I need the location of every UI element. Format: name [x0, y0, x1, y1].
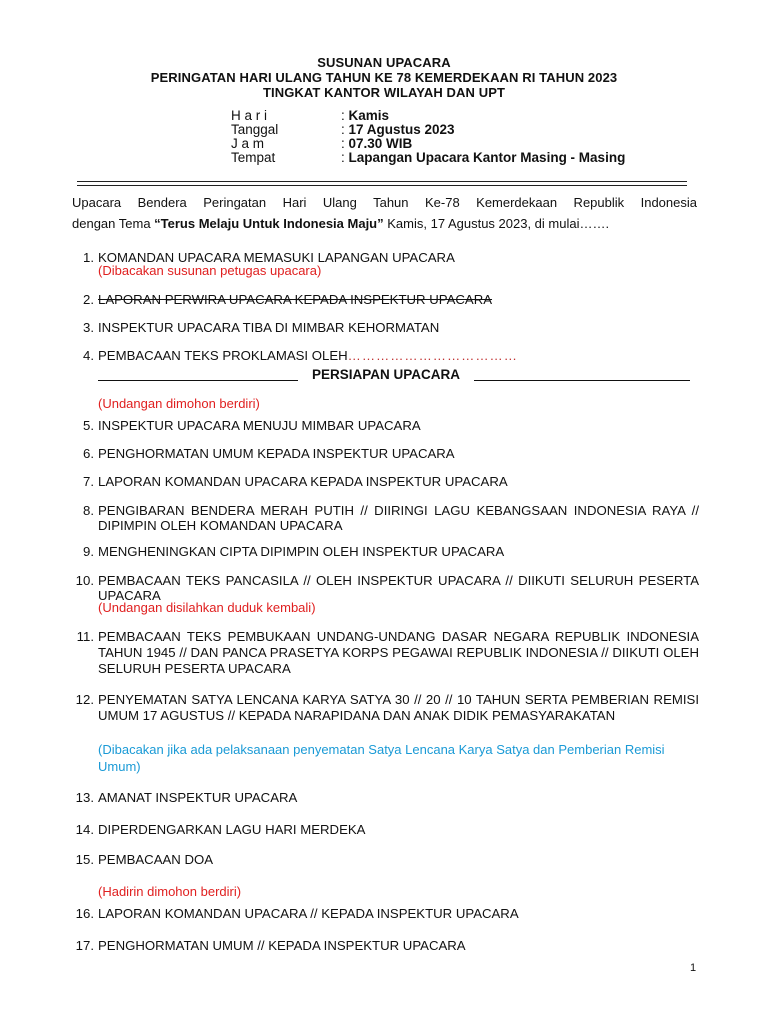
info-label: J a m — [231, 136, 265, 151]
info-value: : 07.30 WIB — [341, 136, 413, 151]
document-subtitle: PERINGATAN HARI ULANG TAHUN KE 78 KEMERDEKAAN RI TAHUN 2023 — [150, 70, 618, 85]
page-number: 1 — [690, 962, 697, 974]
double-rule-top — [77, 181, 687, 182]
section-line-left — [98, 380, 298, 381]
double-rule-bottom — [77, 185, 687, 186]
note-red: (Hadirin dimohon berdiri) — [98, 884, 242, 899]
intro-paragraph-line2: dengan Tema “Terus Melaju Untuk Indonesia Maju” Kamis, 17 Agustus 2023, di mulai……. — [72, 216, 610, 231]
document-title: SUSUNAN UPACARA — [317, 55, 451, 70]
info-label: H a r i — [231, 108, 268, 123]
section-line-right — [474, 380, 690, 381]
document-subtitle-level: TINGKAT KANTOR WILAYAH DAN UPT — [262, 85, 506, 100]
theme-text: “Terus Melaju Untuk Indonesia Maju” — [154, 216, 384, 231]
info-value: : Kamis — [341, 108, 390, 123]
dotted-fill: ……………………………… — [347, 348, 518, 363]
note-red: (Undangan disilahkan duduk kembali) — [98, 600, 316, 615]
document-page: SUSUNAN UPACARA PERINGATAN HARI ULANG TAHUN KE 78 KEMERDEKAAN RI TAHUN 2023 TINGKAT KANTOR WILAYAH DAN UPT H a r i : Kamis Tanggal : 17 Agustus 2023 J a m : 07.30 WIB Tempat : Lapangan Upacara Kantor Masing - Masing Upacara Bendera Peringatan Hari Ulang Tahun Ke-78 Kemerdekaan Republik Indonesia dengan Tema “Terus Melaju Untuk Indonesia Maju” Kamis, 17 Agustus 2023, di mulai……. 1. KOMANDAN UPACARA MEMASUKI LAPANGAN UPACARA (Dibacakan susunan petugas upacara) 2. LAPORAN PERWIRA UPACARA KEPADA INSPEKTUR UPACARA 3. INSPEKTUR UPACARA TIBA DI MIMBAR KEHORMATAN 4. PEMBACAAN TEKS PROKLAMASI OLEH……………………………… PERSIAPAN UPACARA (Undangan dimohon berdiri) 5. INSPEKTUR UPACARA MENUJU MIMBAR UPACARA 6. PENGHORMATAN UMUM KEPADA INSPEKTUR UPACARA 7. LAPORAN KOMANDAN UPACARA KEPADA INSPEKTUR UPACARA 8. PENGIBARAN BENDERA MERAH PUTIH // DIIRINGI LAGU KEBANGSAAN INDONESIA RAYA // DIPIMPIN OLEH KOMANDAN UPACARA 9. MENGHENINGKAN CIPTA DIPIMPIN OLEH INSPEKTUR UPACARA 10. PEMBACAAN TEKS PANCASILA // OLEH INSPEKTUR UPACARA // DIIKUTI SELURUH PESERTA UPACARA (Undangan disilahkan duduk kembali) 11. PEMBACAAN TEKS PEMBUKAAN UNDANG-UNDANG DASAR NEGARA REPUBLIK INDONESIA TAHUN 1945 // DAN PANCA PRASETYA KORPS PEGAWAI REPUBLIK INDONESIA // DIIKUTI OLEH SELURUH PESERTA UPACARA 12. PENYEMATAN SATYA LENCANA KARYA SATYA 30 // 20 // 10 TAHUN SERTA PEMBERIAN REMISI UMUM 17 AGUSTUS // KEPADA NARAPIDANA DAN ANAK DIDIK PEMASYARAKATAN (Dibacakan jika ada pelaksanaan penyematan Satya Lencana Karya Satya dan Pemberian Remisi Umum) 13. AMANAT INSPEKTUR UPACARA 14. DIPERDENGARKAN LAGU HARI MERDEKA 15. PEMBACAAN DOA (Hadirin dimohon berdiri) 16. LAPORAN KOMANDAN UPACARA // KEPADA INSPEKTUR UPACARA 17. PENGHORMATAN UMUM // KEPADA INSPEKTUR UPACARA 1 — [0, 0, 768, 1024]
note-red: (Dibacakan susunan petugas upacara) — [98, 263, 322, 278]
info-value: : Lapangan Upacara Kantor Masing - Masing — [341, 150, 626, 165]
info-label: Tempat — [231, 150, 276, 165]
section-heading — [98, 367, 690, 383]
intro-paragraph-line1: Upacara Bendera Peringatan Hari Ulang Tahun Ke-78 Kemerdekaan Republik Indonesia — [72, 195, 697, 210]
note-blue: (Dibacakan jika ada pelaksanaan penyematan Satya Lencana Karya Satya dan Pemberian Remisi Umum) — [98, 742, 665, 774]
section-label: PERSIAPAN UPACARA — [311, 367, 460, 382]
info-label: Tanggal — [231, 122, 279, 137]
info-value: : 17 Agustus 2023 — [341, 122, 455, 137]
note-red: (Undangan dimohon berdiri) — [98, 396, 260, 411]
